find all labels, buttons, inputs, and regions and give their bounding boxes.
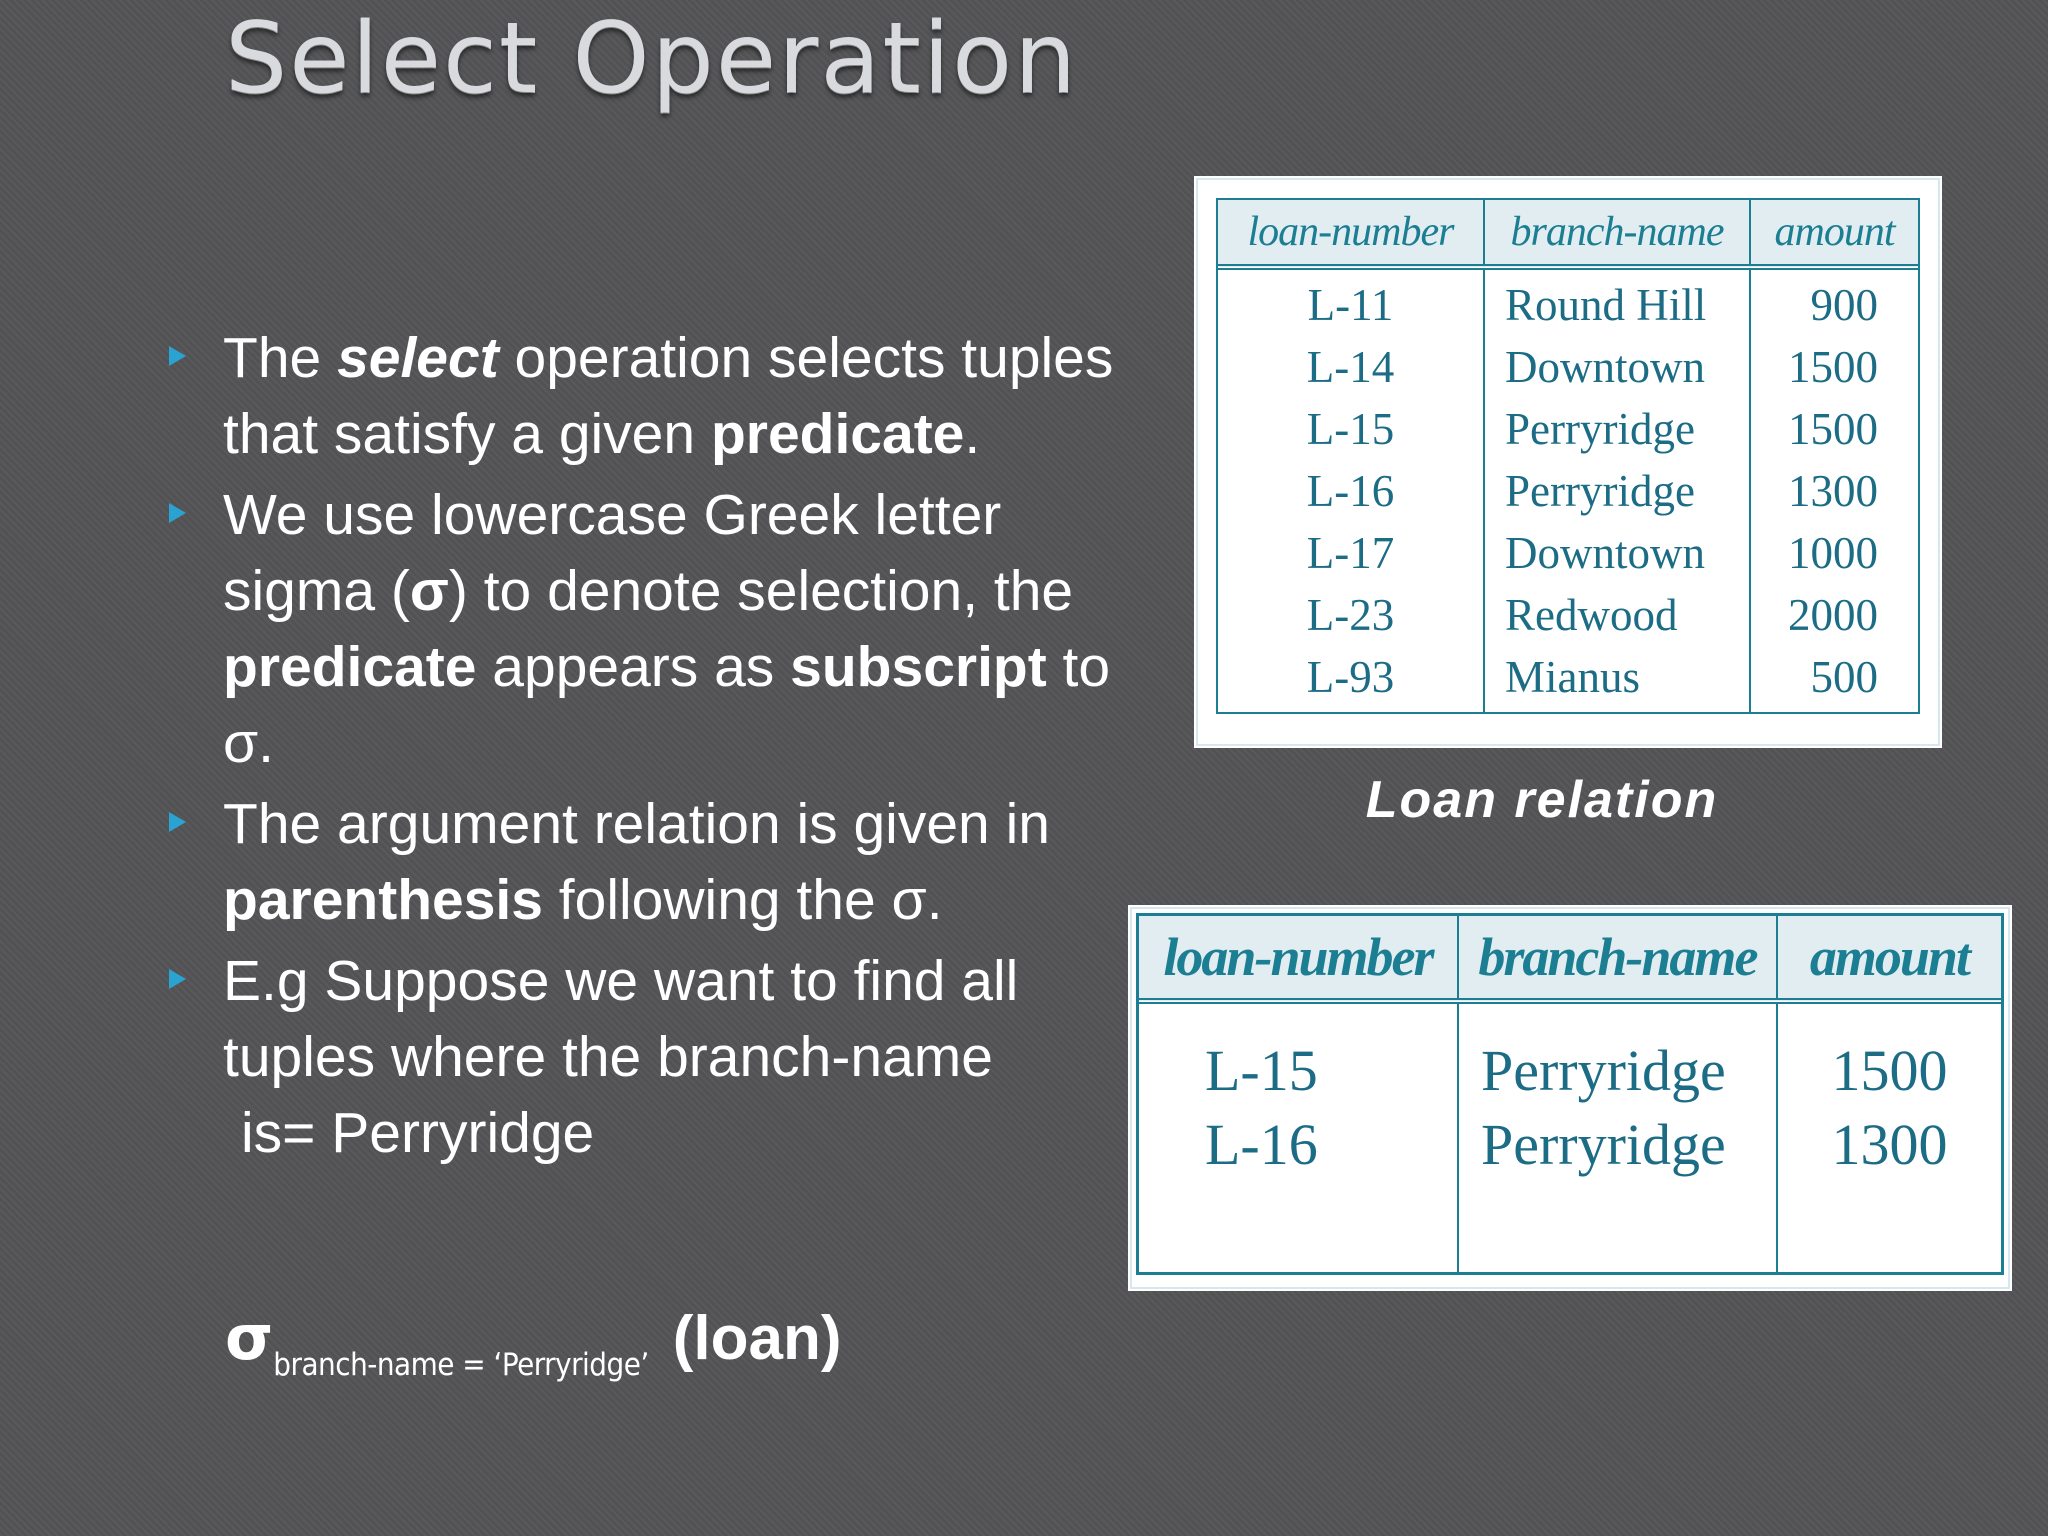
- result-table-grid: [1139, 916, 2001, 1272]
- formula-subscript: branch-name = ‘Perryridge’: [273, 1347, 649, 1383]
- keyword-parenthesis: parenthesis: [223, 868, 543, 932]
- table-cell: Mianus: [1505, 652, 1640, 702]
- column-header-loan-number: loan-number: [1218, 200, 1484, 267]
- branch-name-column: [1484, 267, 1750, 712]
- loan-number-column: [1218, 267, 1484, 712]
- column-header-amount: amount: [1750, 200, 1918, 267]
- bullet-text: The argument relation is given in: [223, 792, 1050, 856]
- keyword-select: select: [337, 326, 499, 390]
- table-cell: L-23: [1306, 590, 1395, 640]
- column-header-branch-name: branch-name: [1484, 200, 1750, 267]
- table-cell: 900: [1810, 280, 1878, 330]
- table-cell: 1500: [1788, 404, 1878, 454]
- loan-number-column: [1139, 1001, 1458, 1272]
- column-header-loan-number: loan-number: [1139, 916, 1458, 1001]
- loan-relation-caption: Loan relation: [1365, 771, 1719, 829]
- bullet-list: [165, 320, 1125, 1176]
- bullet-arrow-icon: [169, 969, 186, 989]
- table-cell: L-93: [1306, 652, 1395, 702]
- bullet-text: We use lowercase Greek letter sigma (: [223, 483, 1002, 623]
- keyword-predicate: predicate: [710, 402, 965, 466]
- table-header-row: [1139, 916, 2001, 1001]
- table-cell: 1500: [1831, 1038, 1948, 1103]
- select-formula: [225, 1298, 842, 1405]
- loan-table-frame: [1216, 198, 1920, 714]
- column-header-branch-name: branch-name: [1458, 916, 1777, 1001]
- amount-column: [1750, 267, 1918, 712]
- loan-table-grid: [1218, 200, 1918, 712]
- table-header-row: [1218, 200, 1918, 267]
- column-header-amount: amount: [1777, 916, 2001, 1001]
- table-cell: L-17: [1306, 528, 1395, 578]
- bullet-text: The: [223, 326, 338, 390]
- table-cell: L-14: [1306, 342, 1395, 392]
- table-cell: L-16: [1306, 466, 1395, 516]
- result-table-frame: [1136, 913, 2004, 1275]
- branch-name-column: [1458, 1001, 1777, 1272]
- table-cell: 1000: [1788, 528, 1878, 578]
- result-relation-table: [1130, 907, 2010, 1289]
- table-cell: L-15: [1306, 404, 1395, 454]
- bullet-text: E.g Suppose we want to find all tuples where the branch-name: [223, 949, 1019, 1089]
- table-cell: 2000: [1788, 590, 1878, 640]
- amount-column: [1777, 1001, 2001, 1272]
- bullet-text: following the σ.: [542, 868, 943, 932]
- bullet-text: to σ.: [223, 635, 1111, 775]
- slide-title: Select Operation: [225, 2, 1079, 116]
- table-cell: 1300: [1831, 1112, 1948, 1177]
- table-cell: Downtown: [1505, 342, 1705, 392]
- table-cell: Round Hill: [1505, 280, 1707, 330]
- sigma-symbol: σ: [409, 559, 449, 623]
- keyword-subscript: subscript: [790, 635, 1047, 699]
- bullet-arrow-icon: [169, 346, 186, 366]
- bullet-arrow-icon: [169, 503, 186, 523]
- table-cell: Perryridge: [1480, 1038, 1726, 1103]
- bullet-text: operation selects tuples that satisfy a given: [223, 326, 1114, 466]
- example-condition: is= Perryridge: [241, 1101, 595, 1165]
- table-body-row: [1218, 267, 1918, 712]
- bullet-example: [165, 943, 1125, 1171]
- table-cell: L-11: [1307, 280, 1394, 330]
- bullet-arrow-icon: [169, 812, 186, 832]
- bullet-argument-relation: [165, 786, 1125, 938]
- bullet-select-definition: [165, 320, 1125, 472]
- bullet-text: .: [964, 402, 981, 466]
- table-cell: L-15: [1205, 1038, 1318, 1103]
- table-cell: Perryridge: [1505, 404, 1695, 454]
- keyword-predicate: predicate: [223, 635, 477, 699]
- table-body-row: [1139, 1001, 2001, 1272]
- table-cell: Perryridge: [1505, 466, 1695, 516]
- table-cell: 500: [1810, 652, 1878, 702]
- table-cell: 1300: [1788, 466, 1878, 516]
- bullet-text: appears as: [476, 635, 791, 699]
- loan-relation-table: [1196, 178, 1940, 746]
- table-cell: L-16: [1205, 1112, 1318, 1177]
- table-cell: Redwood: [1505, 590, 1678, 640]
- formula-sigma: σ: [225, 1301, 274, 1374]
- table-cell: Downtown: [1505, 528, 1705, 578]
- formula-argument: (loan): [672, 1304, 842, 1373]
- bullet-text: ) to denote selection, the: [448, 559, 1074, 623]
- bullet-sigma-notation: [165, 477, 1125, 781]
- table-cell: Perryridge: [1480, 1112, 1726, 1177]
- table-cell: 1500: [1788, 342, 1878, 392]
